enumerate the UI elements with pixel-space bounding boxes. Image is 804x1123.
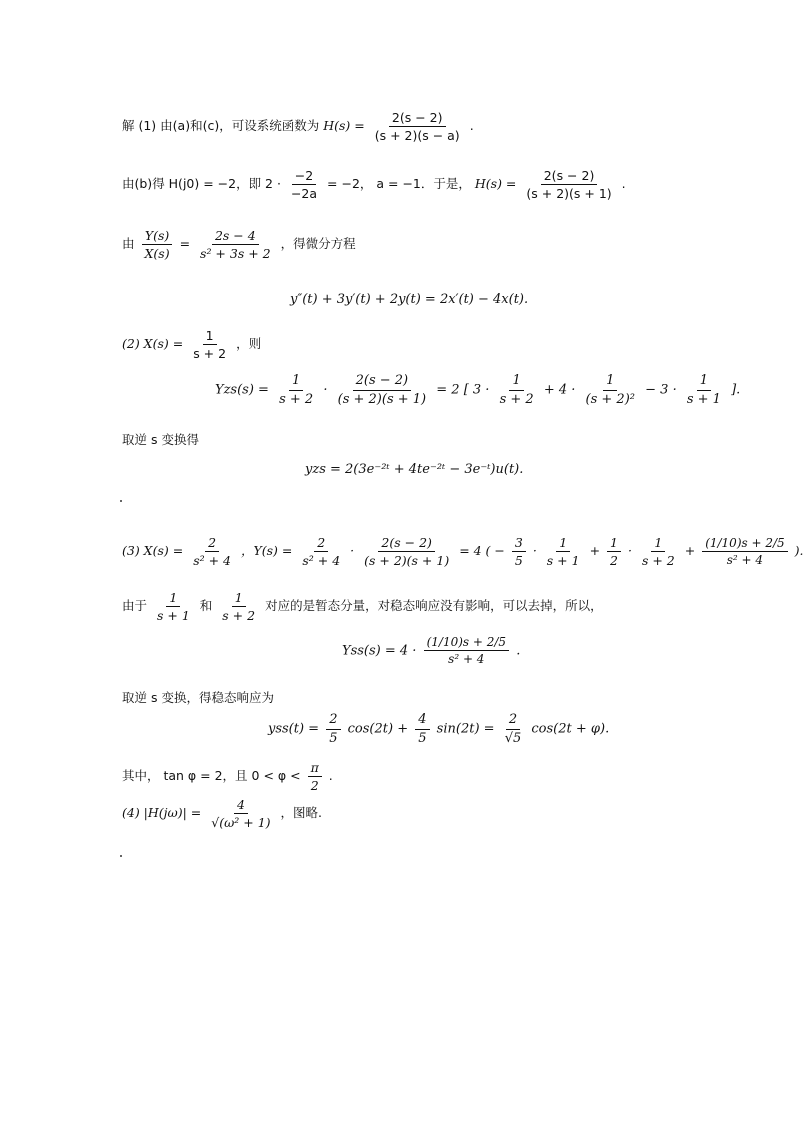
line14-end: .: [328, 768, 333, 783]
line2-f2-den: (s + 2)(s + 1): [526, 186, 612, 201]
line9-text-h: +: [684, 543, 696, 558]
line6-f4-num: 1: [603, 373, 617, 391]
line11-lhs: Yss(s) = 4 ·: [342, 643, 417, 659]
line6-text-b: = 2 [ 3 ·: [436, 382, 490, 398]
line1-num: 2(s − 2): [389, 110, 446, 127]
line10-f1-num: 1: [166, 590, 180, 607]
line9-f6-den: 2: [610, 553, 618, 568]
line9-text-d: = 4 ( −: [459, 543, 505, 558]
line9-f1-num: 2: [205, 535, 219, 552]
line6-f4: [583, 373, 638, 407]
line10-f1: [154, 590, 193, 623]
line1-fraction: [372, 110, 463, 143]
yzs-result: yzs = 2(3e⁻²ᵗ + 4te⁻²ᵗ − 3e⁻ᵗ)u(t).: [305, 462, 524, 477]
line3-rden: s² + 3s + 2: [200, 246, 271, 261]
line9-f8: [702, 536, 787, 568]
line9-f3-num: 2(s − 2): [378, 535, 435, 552]
line9-f8-num: (1/10)s + 2/5: [702, 536, 787, 552]
line13-f1: [326, 712, 340, 746]
line9-f7-num: 1: [651, 535, 665, 552]
line2-text-b: = −2， a = −1．于是，: [327, 176, 471, 191]
line9-f1-den: s² + 4: [193, 553, 231, 568]
line3-eq: =: [179, 236, 191, 251]
line9-f5: [544, 535, 583, 568]
line13-f2-den: 5: [418, 730, 427, 746]
line6-f2-num: 2(s − 2): [353, 373, 412, 391]
line5-num: 1: [203, 328, 217, 345]
line3-rnum: 2s − 4: [212, 228, 259, 245]
line13-f3-num: 2: [506, 712, 520, 730]
line3-fraction-left: [142, 228, 173, 261]
line10-f2-num: 1: [232, 590, 246, 607]
line13-text-c: sin(2t) =: [436, 721, 495, 737]
line11-den: s² + 4: [448, 652, 485, 667]
line6-dot: ·: [323, 382, 328, 398]
line5-fraction: [190, 328, 229, 361]
line3-lnum: Y(s): [142, 228, 172, 245]
line6-f5-num: 1: [697, 373, 711, 391]
transient-note: [122, 590, 603, 623]
line2-f1-num: −2: [292, 168, 316, 185]
line6-lhs: Yzs(s) =: [215, 382, 269, 398]
line6-f5-den: s + 1: [686, 391, 721, 407]
line9-text-b: ，Y(s) =: [240, 543, 293, 558]
magnitude-response: [122, 797, 322, 830]
line9-f2-den: s² + 4: [302, 553, 341, 568]
line15-fraction: [208, 797, 273, 830]
line10-f2: [219, 590, 258, 623]
line15-end: ，图略.: [280, 805, 323, 820]
line6-text-c: + 4 ·: [543, 382, 576, 398]
line3-text-a: 由: [122, 236, 135, 251]
line9-end: ).: [794, 543, 804, 558]
line11-num: (1/10)s + 2/5: [424, 635, 509, 651]
line9-f5-num: 1: [556, 535, 570, 552]
line13-f3: [502, 712, 525, 746]
line13-end: cos(2t + φ).: [531, 721, 610, 737]
margin-dot-2: [120, 855, 122, 857]
solution-line-5: [122, 328, 261, 361]
line14-fraction: [308, 760, 322, 793]
line14-text-a: 其中， tan φ = 2，且 0 < φ <: [122, 768, 301, 783]
line6-f4-den: (s + 2)²: [585, 391, 635, 407]
line11-end: .: [516, 643, 521, 659]
solution-line-3: [122, 228, 356, 261]
inverse-transform-label-2: 取逆 s 变换，得稳态响应为: [122, 690, 274, 705]
phase-condition: [122, 760, 333, 793]
line9-text-a: (3) X(s) =: [122, 543, 184, 558]
line9-f5-den: s + 1: [546, 553, 580, 568]
line10-text-b: 和: [199, 598, 213, 613]
line13-f1-den: 5: [329, 730, 338, 746]
line9-f4-den: 5: [514, 553, 523, 568]
line13-lhs: yss(t) =: [268, 721, 320, 737]
solution-line-2: [122, 168, 626, 201]
line9-f4-num: 3: [512, 535, 526, 552]
line3-fraction-right: [197, 228, 274, 261]
line3-lden: X(s): [144, 246, 170, 261]
line9-text-f: +: [589, 543, 601, 558]
line13-f1-num: 2: [326, 712, 340, 730]
line1-den: (s + 2)(s − a): [374, 128, 460, 143]
differential-equation: y″(t) + 3y′(t) + 2y(t) = 2x′(t) − 4x(t).: [290, 292, 529, 307]
line9-text-c: ·: [350, 543, 355, 558]
line9-f3: [361, 535, 452, 568]
line9-f4: [512, 535, 526, 568]
line9-f6: [607, 535, 621, 568]
line9-f7-den: s + 2: [641, 553, 675, 568]
line14-den: 2: [310, 778, 319, 793]
yss-time-domain: [268, 712, 609, 746]
part3-expansion: [122, 535, 804, 568]
line2-end: .: [621, 176, 626, 191]
line1-H: H(s) =: [323, 118, 365, 133]
line15-num: 4: [234, 797, 248, 814]
line2-text-a: 由(b)得 H(j0) = −2，即 2 ·: [122, 176, 281, 191]
line5-text-b: ，则: [236, 336, 262, 351]
line6-f1-num: 1: [289, 373, 303, 391]
line9-f2: [299, 535, 343, 568]
line11-fraction: [424, 635, 509, 667]
line10-text-c: 对应的是暂态分量，对稳态响应没有影响，可以去掉，所以，: [265, 598, 603, 613]
line9-f3-den: (s + 2)(s + 1): [364, 553, 450, 568]
line13-f2-num: 4: [415, 712, 429, 730]
line6-f1: [276, 373, 316, 407]
line15-den: √(ω² + 1): [211, 815, 271, 830]
line6-end: ].: [731, 382, 741, 398]
line9-f8-den: s² + 4: [726, 553, 764, 567]
line9-f6-num: 1: [607, 535, 621, 552]
line5-text-a: (2) X(s) =: [122, 336, 184, 351]
line6-f1-den: s + 2: [279, 391, 314, 407]
yzs-expansion: [215, 373, 740, 407]
line13-f3-den: √5: [504, 730, 522, 746]
line10-f1-den: s + 1: [157, 608, 190, 623]
line6-f2-den: (s + 2)(s + 1): [337, 391, 427, 407]
line6-f3-num: 1: [509, 373, 523, 391]
line9-text-e: ·: [532, 543, 537, 558]
line2-fraction-2: [523, 168, 614, 201]
line3-text-b: ，得微分方程: [280, 236, 356, 251]
line9-f1: [190, 535, 234, 568]
line6-f3: [497, 373, 537, 407]
line9-f2-num: 2: [314, 535, 328, 552]
yss-s-domain: [342, 635, 520, 667]
line2-f2-num: 2(s − 2): [541, 168, 598, 185]
line1-end: .: [469, 118, 474, 133]
line10-text-a: 由于: [122, 598, 148, 613]
line5-den: s + 2: [193, 346, 227, 361]
solution-line-1: [122, 110, 474, 143]
line10-f2-den: s + 2: [222, 608, 256, 623]
line2-fraction-1: [288, 168, 320, 201]
line6-f5: [684, 373, 724, 407]
line6-f2: [335, 373, 430, 407]
margin-dot-1: [120, 500, 122, 502]
line15-lhs: (4) |H(jω)| =: [122, 805, 202, 820]
line1-intro: 解 (1) 由(a)和(c)，可设系统函数为: [122, 118, 320, 133]
line6-text-d: − 3 ·: [645, 382, 677, 398]
line2-f1-den: −2a: [290, 186, 318, 201]
inverse-transform-label-1: 取逆 s 变换得: [122, 432, 199, 447]
line13-f2: [415, 712, 429, 746]
line14-num: π: [308, 760, 322, 777]
line2-H: H(s) =: [474, 176, 517, 191]
line13-text-b: cos(2t) +: [347, 721, 409, 737]
line9-text-g: ·: [627, 543, 632, 558]
line6-f3-den: s + 2: [499, 391, 534, 407]
line9-f7: [639, 535, 678, 568]
